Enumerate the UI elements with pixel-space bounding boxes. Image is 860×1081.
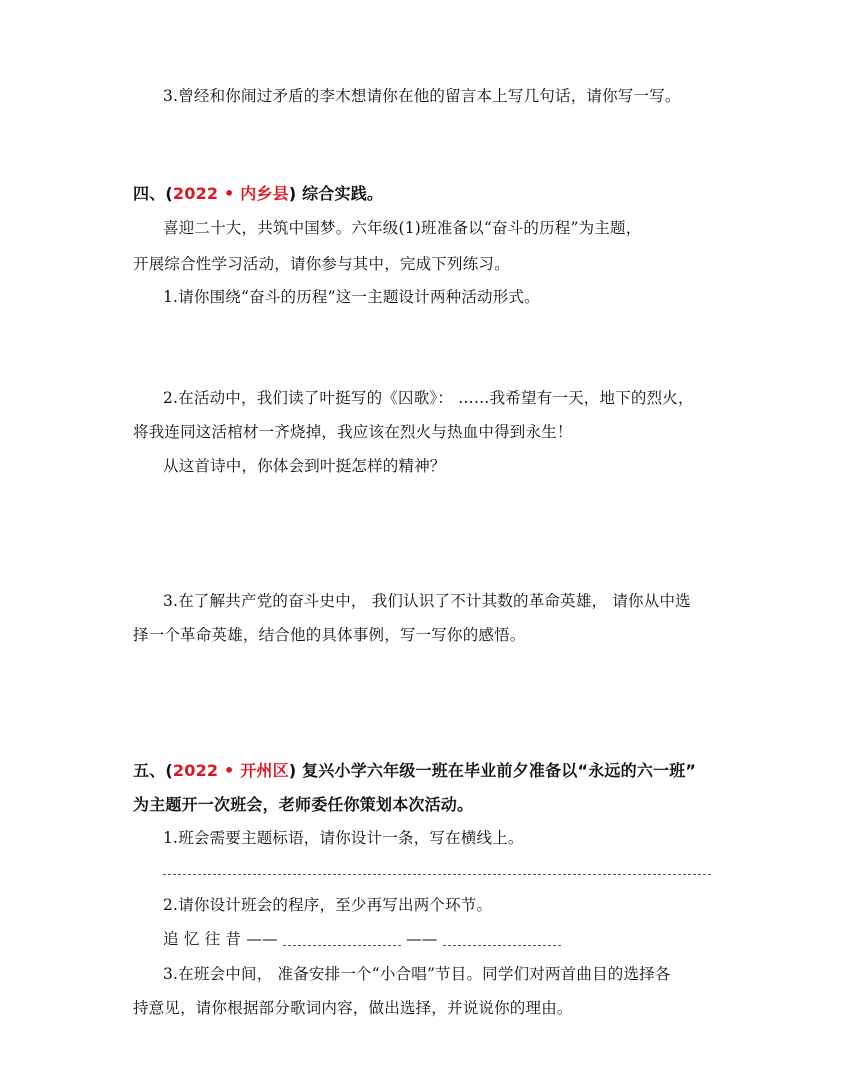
section4-question-2-line1: 2.在活动中，我们读了叶挺写的《囚歌》： ……我希望有一天，地下的烈火， bbox=[163, 389, 694, 407]
section5-prefix: 五、( bbox=[133, 761, 173, 780]
section4-heading bbox=[133, 184, 383, 204]
section5-source: 2022 • 开州区 bbox=[172, 761, 289, 780]
section4-source: 2022 • 内乡县 bbox=[172, 184, 289, 203]
section4-intro-line2: 开展综合性学习活动，请你参与其中，完成下列练习。 bbox=[133, 255, 510, 273]
section5-heading-line2: 为主题开一次班会，老师委任你策划本次活动。 bbox=[133, 795, 474, 814]
section3-question-3: 3.曾经和你闹过矛盾的李木想请你在他的留言本上写几句话，请你写一写。 bbox=[163, 87, 681, 105]
program-dash-1: —— bbox=[246, 930, 278, 948]
section5-suffix: ) 复兴小学六年级一班在毕业前夕准备以“永远的六一班” bbox=[288, 761, 697, 780]
section4-question-2-line2: 将我连同这活棺材一齐烧掉，我应该在烈火与热血中得到永生！ bbox=[133, 423, 573, 441]
slogan-answer-line[interactable] bbox=[163, 874, 711, 875]
section4-question-1: 1.请你围绕“奋斗的历程”这一主题设计两种活动形式。 bbox=[163, 288, 540, 306]
program-blank-1[interactable] bbox=[283, 931, 401, 946]
program-start-step: 追 忆 往 昔 bbox=[163, 930, 242, 948]
section4-question-2-line3: 从这首诗中，你体会到叶挺怎样的精神？ bbox=[163, 457, 446, 475]
section5-question-1: 1.班会需要主题标语，请你设计一条，写在横线上。 bbox=[163, 829, 524, 847]
section5-question-3-line2: 持意见，请你根据部分歌词内容，做出选择，并说说你的理由。 bbox=[133, 999, 573, 1017]
section4-suffix: ) 综合实践。 bbox=[288, 184, 384, 203]
section4-question-3-line2: 择一个革命英雄，结合他的具体事例，写一写你的感悟。 bbox=[133, 626, 526, 644]
program-sequence bbox=[163, 929, 561, 949]
section4-intro-line1: 喜迎二十大，共筑中国梦。六年级(1)班准备以“奋斗的历程”为主题， bbox=[163, 219, 642, 237]
section5-heading bbox=[133, 761, 696, 781]
section5-question-2: 2.请你设计班会的程序，至少再写出两个环节。 bbox=[163, 896, 493, 914]
section5-question-3-line1: 3.在班会中间， 准备安排一个“小合唱”节目。同学们对两首曲目的选择各 bbox=[163, 965, 671, 983]
program-blank-2[interactable] bbox=[443, 931, 561, 946]
section4-question-3-line1: 3.在了解共产党的奋斗史中， 我们认识了不计其数的革命英雄， 请你从中选 bbox=[163, 592, 691, 610]
section4-prefix: 四、( bbox=[133, 184, 173, 203]
program-dash-2: —— bbox=[406, 930, 438, 948]
